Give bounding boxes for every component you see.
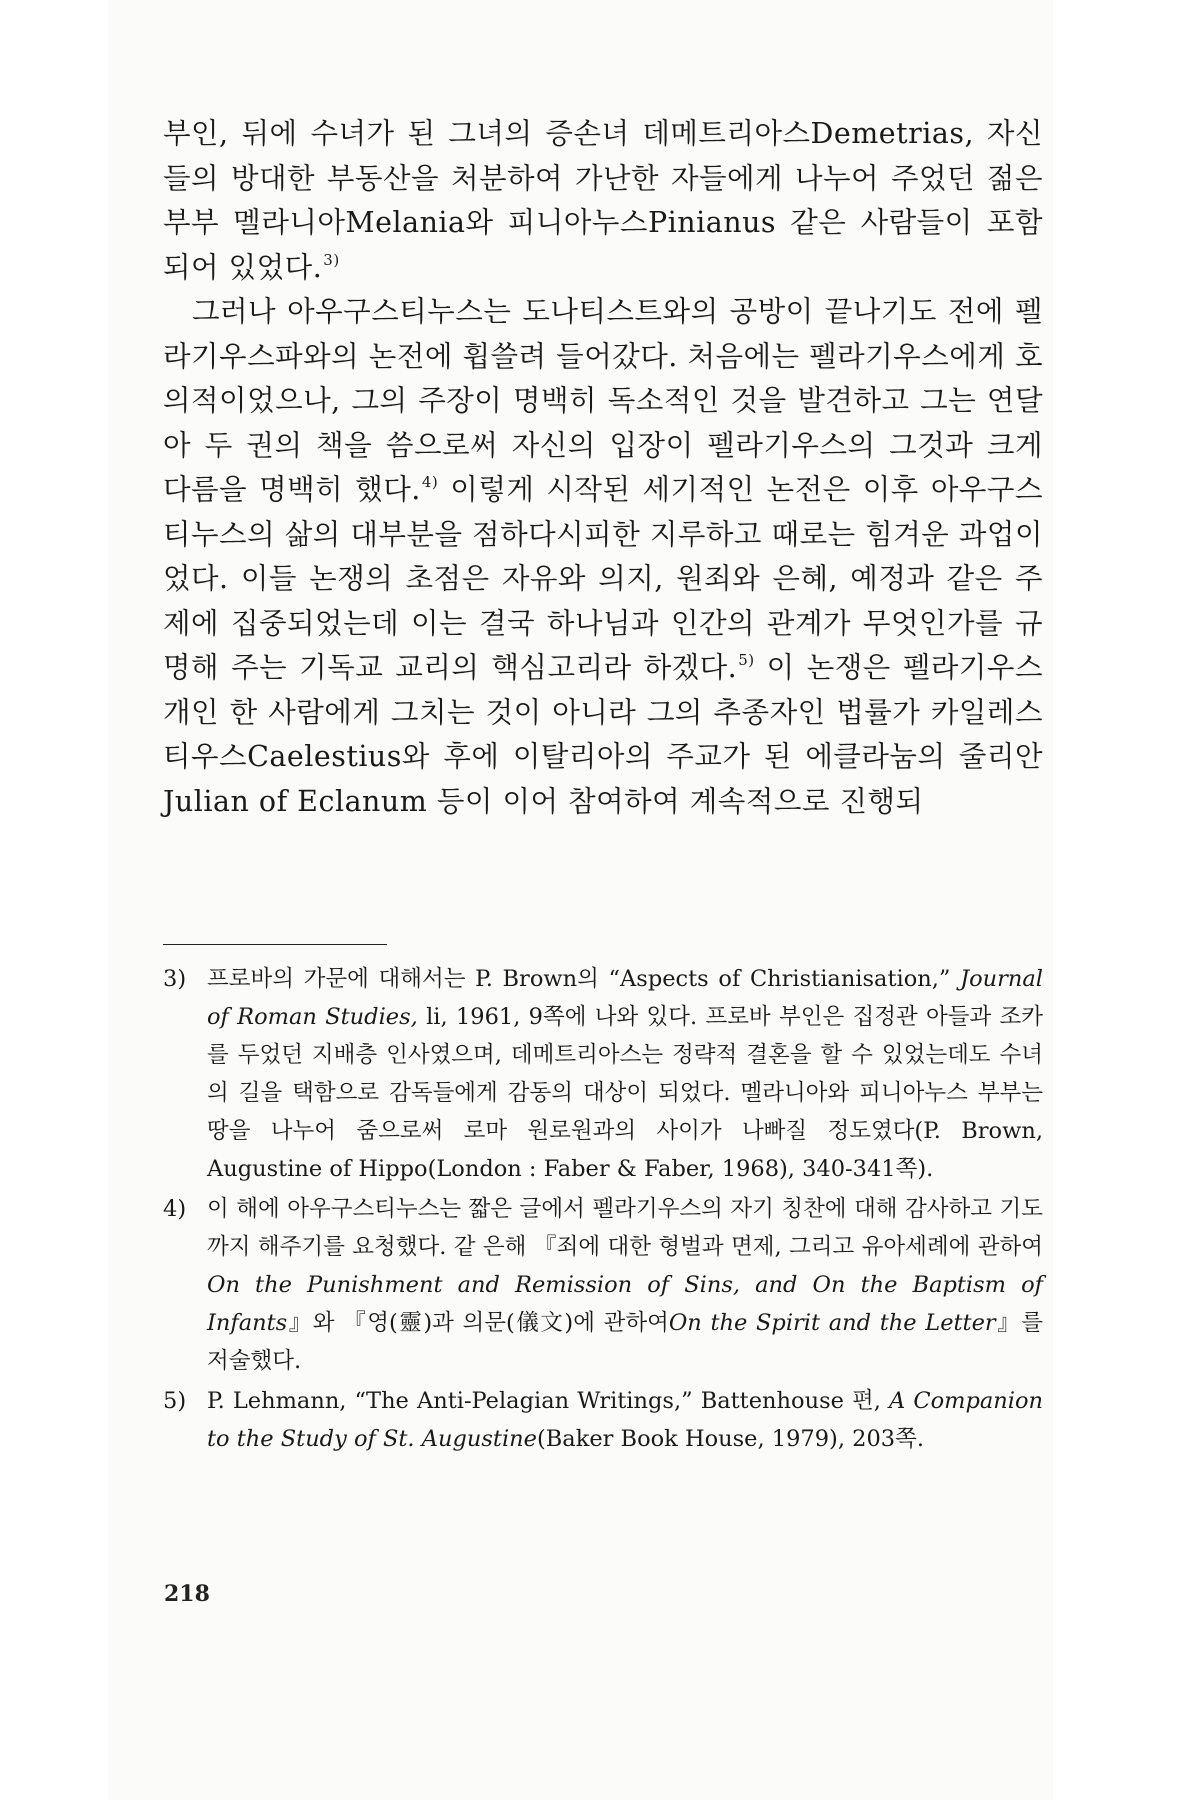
footnote-divider (163, 944, 387, 945)
footnote-italic-title: On the Punishment and Remission of Sins, and On the Baptism of Infants (207, 1272, 1043, 1336)
paragraph-2-text-b: 이렇게 시작된 세기적인 논전은 이후 아우구스티누스의 삶의 대부분을 점하다시피한 지루하고 때로는 힘겨운 과업이었다. 이들 논쟁의 초점은 자유와 의지, 원죄와 은혜, 예정과 같은 주제에 집중되었는데 이는 결국 하나님과 인간의 관계가 무엇인가를 규명해 주는 기독교 교리의 핵심고리라 하겠다. (163, 473, 1043, 684)
footnote-text: 』를 저술했다. (207, 1310, 1043, 1374)
footnote-italic-title: Journal of Roman Studies, (207, 966, 1043, 1030)
paragraph-2-text-a: 그러나 아우구스티누스는 도나티스트와의 공방이 끝나기도 전에 펠라기우스파와의 논전에 휩쓸려 들어갔다. 처음에는 펠라기우스에게 호의적이었으나, 그의 주장이 명백히 독소적인 것을 발견하고 그는 연달아 두 권의 책을 씀으로써 자신의 입장이 펠라기우스의 그것과 크게 다름을 명백히 했다. (163, 295, 1043, 506)
footnote-text: li, 1961, 9쪽에 나와 있다. 프로바 부인은 집정관 아들과 조카를 두었던 지배층 인사였으며, 데메트리아스는 정략적 결혼을 할 수 있었는데도 수녀의 길을 택함으로 감독들에게 감동의 대상이 되었다. 멜라니아와 피니아누스 부부는 땅을 나누어 줌으로써 로마 원로원과의 사이가 나빠질 정도였다(P. Brown, Augustine of Hippo(London : Faber & Faber, 1968), 340-341쪽). (207, 1004, 1043, 1182)
footnote-text: 프로바의 가문에 대해서는 P. Brown의 “Aspects of Christianisation,” (207, 966, 961, 992)
footnote-italic-title: On the Spirit and the Letter (668, 1310, 996, 1336)
page-number: 218 (164, 1581, 210, 1607)
footnote-text: P. Lehmann, “The Anti-Pelagian Writings,” Battenhouse 편, (207, 1388, 890, 1414)
footnote-text: (Baker Book House, 1979), 203쪽. (536, 1426, 924, 1452)
footnote-4 (163, 1190, 1043, 1380)
footnote-text: 』와 『영(靈)과 의문(儀文)에 관하여 (287, 1310, 669, 1336)
footnotes (163, 960, 1043, 1460)
main-text (163, 112, 1043, 824)
footnote-number: 4) (163, 1196, 187, 1222)
paragraph-2-text-c: 이 논쟁은 펠라기우스 개인 한 사람에게 그치는 것이 아니라 그의 추종자인 법률가 카일레스티우스Caelestius와 후에 이탈리아의 주교가 된 에클라눔의 줄리안Julian of Eclanum 등이 이어 참여하여 계속적으로 진행되 (163, 651, 1043, 818)
footnote-ref-5: 5) (738, 651, 755, 669)
footnote-3 (163, 960, 1043, 1188)
footnote-ref-4: 4) (421, 473, 439, 491)
paragraph-1 (163, 112, 1043, 290)
footnote-number: 5) (163, 1388, 187, 1414)
footnote-italic-title: A Companion to the Study of St. Augustine (207, 1388, 1043, 1452)
paragraph-2 (163, 290, 1043, 824)
footnote-number: 3) (163, 966, 187, 992)
footnote-ref-3: 3) (323, 250, 340, 269)
paragraph-1-text: 부인, 뒤에 수녀가 된 그녀의 증손녀 데메트리아스Demetrias, 자신들의 방대한 부동산을 처분하여 가난한 자들에게 나누어 주었던 젊은 부부 멜라니아Melania와 피니아누스Pinianus 같은 사람들이 포함되어 있었다. (163, 117, 1043, 284)
footnote-5 (163, 1382, 1043, 1458)
footnote-text: 이 해에 아우구스티누스는 짧은 글에서 펠라기우스의 자기 칭찬에 대해 감사하고 기도까지 해주기를 요청했다. 같 은해 『죄에 대한 형벌과 면제, 그리고 유아세례에 관하여 (207, 1196, 1043, 1260)
